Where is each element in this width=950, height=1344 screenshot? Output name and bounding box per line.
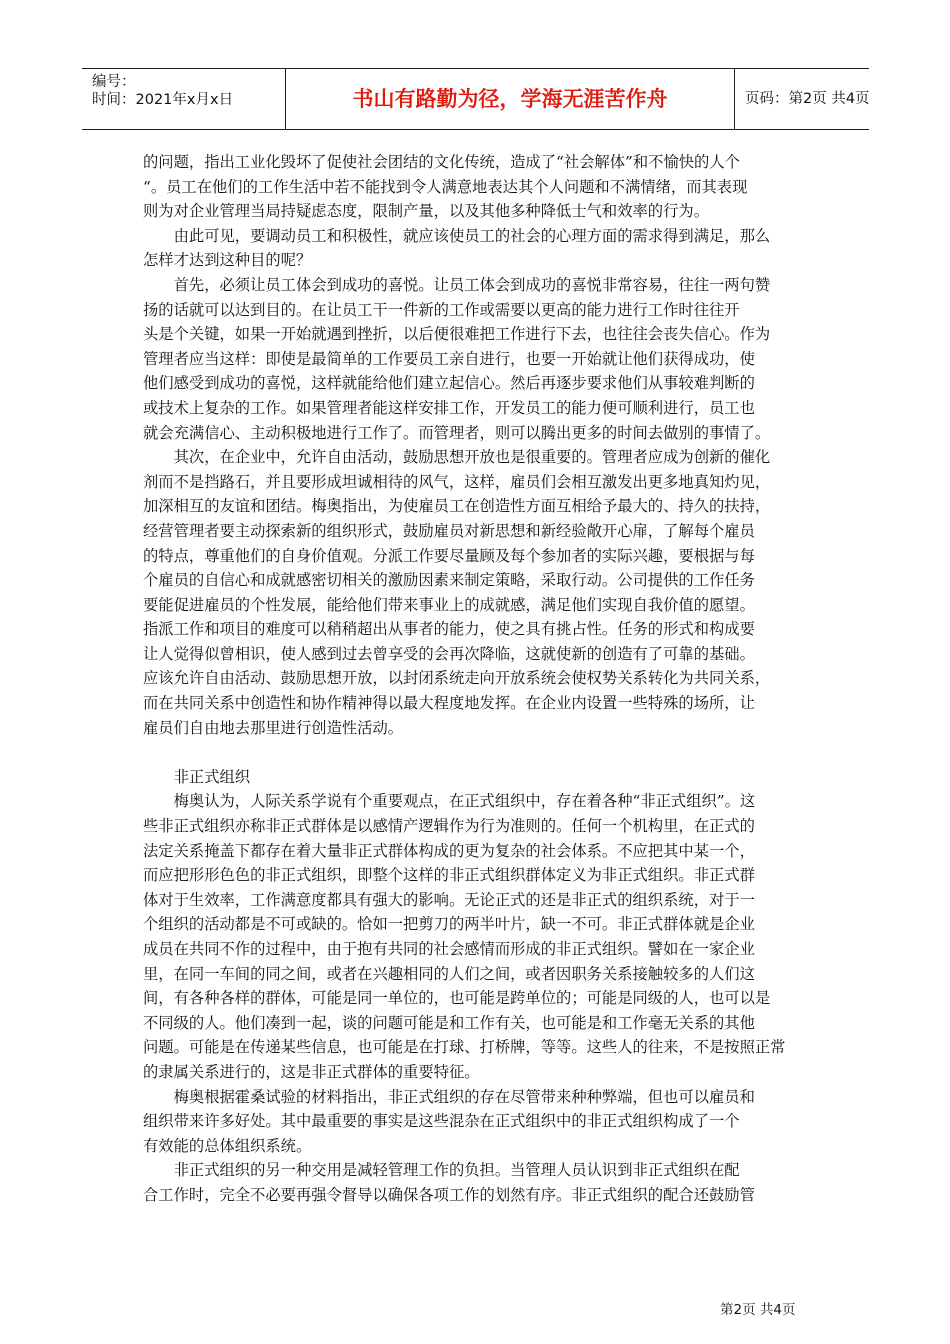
body-line: 梅奥根据霍桑试验的材料指出，非正式组织的存在尽管带来种种弊端，但也可以雇员和 xyxy=(143,1087,755,1106)
body-line: 体对于生效率，工作满意度都具有强大的影响。无论正式的还是非正式的组织系统，对于一 xyxy=(143,890,755,909)
header-motto: 书山有路勤为径，学海无涯苦作舟 xyxy=(352,87,668,111)
body-line: 组织带来许多好处。其中最重要的事实是这些混杂在正式组织中的非正式组织构成了一个 xyxy=(143,1112,740,1131)
header-meta-cell xyxy=(82,69,286,129)
body-line: 而应把形形色色的非正式组织，即整个这样的非正式组织群体定义为非正式组织。非正式群 xyxy=(143,866,755,885)
body-line: 剂而不是挡路石，并且要形成坦诚相待的风气，这样，雇员们会相互激发出更多地真知灼见， xyxy=(143,472,771,491)
page-header xyxy=(82,68,869,130)
body-line: 个组织的活动都是不可或缺的。恰如一把剪刀的两半叶片，缺一不可。非正式群体就是企业 xyxy=(143,915,755,934)
body-line: 头是个关键，如果一开始就遇到挫折，以后便很难把工作进行下去，也往往会丧失信心。作为 xyxy=(143,325,771,344)
body-line: 个雇员的自信心和成就感密切相关的激励因素来制定策略，采取行动。公司提供的工作任务 xyxy=(143,571,755,590)
body-line: 里，在同一车间的同之间，或者在兴趣相同的人们之间，或者因职务关系接触较多的人们这 xyxy=(143,964,755,983)
body-line: 而在共同关系中创造性和协作精神得以最大程度地发挥。在企业内设置一些特殊的场所，让 xyxy=(143,694,755,713)
body-line: 其次，在企业中，允许自由活动，鼓励思想开放也是很重要的。管理者应成为创新的催化 xyxy=(143,448,771,467)
body-line: 让人觉得似曾相识，使人感到过去曾享受的会再次降临，这就使新的创造有了可靠的基础。 xyxy=(143,644,755,663)
body-line: 梅奥认为，人际关系学说有个重要观点，在正式组织中，存在着各种“非正式组织”。这 xyxy=(143,792,756,811)
body-line: 非正式组织 xyxy=(143,767,251,786)
body-line: 问题。可能是在传递某些信息，也可能是在打球、打桥牌，等等。这些人的往来，不是按照正常 xyxy=(143,1038,786,1057)
body-line: 不同级的人。他们凑到一起，谈的问题可能是和工作有关，也可能是和工作毫无关系的其他 xyxy=(143,1013,755,1032)
serial-label: 编号： xyxy=(92,74,136,90)
body-line: 法定关系掩盖下都存在着大量非正式群体构成的更为复杂的社会体系。不应把其中某一个， xyxy=(143,841,755,860)
body-line: 就会充满信心、主动积极地进行工作了。而管理者，则可以腾出更多的时间去做别的事情了。 xyxy=(143,423,771,442)
header-motto-cell xyxy=(286,69,735,129)
body-line: “。员工在他们的工作生活中若不能找到令人满意地表达其个人问题和不满情绪，而其表现 xyxy=(143,177,748,196)
body-line: 加深相互的友谊和团结。梅奥指出，为使雇员工在创造性方面互相给予最大的、持久的扶持， xyxy=(143,497,771,516)
body-line: 指派工作和项目的难度可以稍稍超出从事者的能力，使之具有挑占性。任务的形式和构成要 xyxy=(143,620,755,639)
document-body xyxy=(143,150,817,1208)
body-line: 的特点，尊重他们的自身价值观。分派工作要尽量顾及每个参加者的实际兴趣，要根据与每 xyxy=(143,546,755,565)
body-line: 的隶属关系进行的，这是非正式群体的重要特征。 xyxy=(143,1062,480,1081)
body-line: 由此可见，要调动员工和积极性，就应该使员工的社会的心理方面的需求得到满足，那么 xyxy=(143,226,771,245)
body-line: 扬的话就可以达到目的。在让员工干一件新的工作或需要以更高的能力进行工作时往往开 xyxy=(143,300,740,319)
body-line: 间，有各种各样的群体，可能是同一单位的，也可能是跨单位的；可能是同级的人，也可以是 xyxy=(143,989,771,1008)
body-line: 非正式组织的另一种交用是减轻管理工作的负担。当管理人员认识到非正式组织在配 xyxy=(143,1161,740,1180)
body-line: 则为对企业管理当局持疑虑态度，限制产量，以及其他多种降低士气和效率的行为。 xyxy=(143,202,709,221)
footer-page-indicator: 第2页 共4页 xyxy=(720,1302,796,1318)
body-line: 怎样才达到这种目的呢？ xyxy=(143,251,312,270)
body-line: 要能促进雇员的个性发展，能给他们带来事业上的成就感，满足他们实现自我价值的愿望。 xyxy=(143,595,755,614)
body-line: 有效能的总体组织系统。 xyxy=(143,1136,312,1155)
body-line: 些非正式组织亦称非正式群体是以感情产逻辑作为行为准则的。任何一个机构里，在正式的 xyxy=(143,817,755,836)
body-line: 雇员们自由地去那里进行创造性活动。 xyxy=(143,718,404,737)
body-line: 经营管理者要主动探索新的组织形式，鼓励雇员对新思想和新经验敞开心扉，了解每个雇员 xyxy=(143,521,755,540)
body-line: 或技术上复杂的工作。如果管理者能这样安排工作，开发员工的能力便可顺利进行，员工也 xyxy=(143,398,755,417)
body-line: 应该允许自由活动、鼓励思想开放，以封闭系统走向开放系统会使权势关系转化为共同关系， xyxy=(143,669,771,688)
paragraph-gap xyxy=(143,740,817,765)
body-line: 的问题，指出工业化毁坏了促使社会团结的文化传统，造成了“社会解体”和不愉快的人个 xyxy=(143,153,740,171)
body-line: 他们感受到成功的喜悦，这样就能给他们建立起信心。然后再逐步要求他们从事较难判断的 xyxy=(143,374,755,393)
time-label: 时间：2021年x月x日 xyxy=(92,92,234,108)
body-line: 合工作时，完全不必要再强令督导以确保各项工作的划然有序。非正式组织的配合还鼓励管 xyxy=(143,1185,755,1204)
body-line: 成员在共同不作的过程中，由于抱有共同的社会感情而形成的非正式组织。譬如在一家企业 xyxy=(143,940,755,958)
body-line: 管理者应当这样：即使是最简单的工作要员工亲自进行，也要一开始就让他们获得成功，使 xyxy=(143,349,755,368)
header-page-indicator: 页码：第2页 共4页 xyxy=(745,91,870,107)
body-line: 首先，必须让员工体会到成功的喜悦。让员工体会到成功的喜悦非常容易，往往一两句赞 xyxy=(143,275,771,294)
header-page-cell xyxy=(735,69,869,129)
